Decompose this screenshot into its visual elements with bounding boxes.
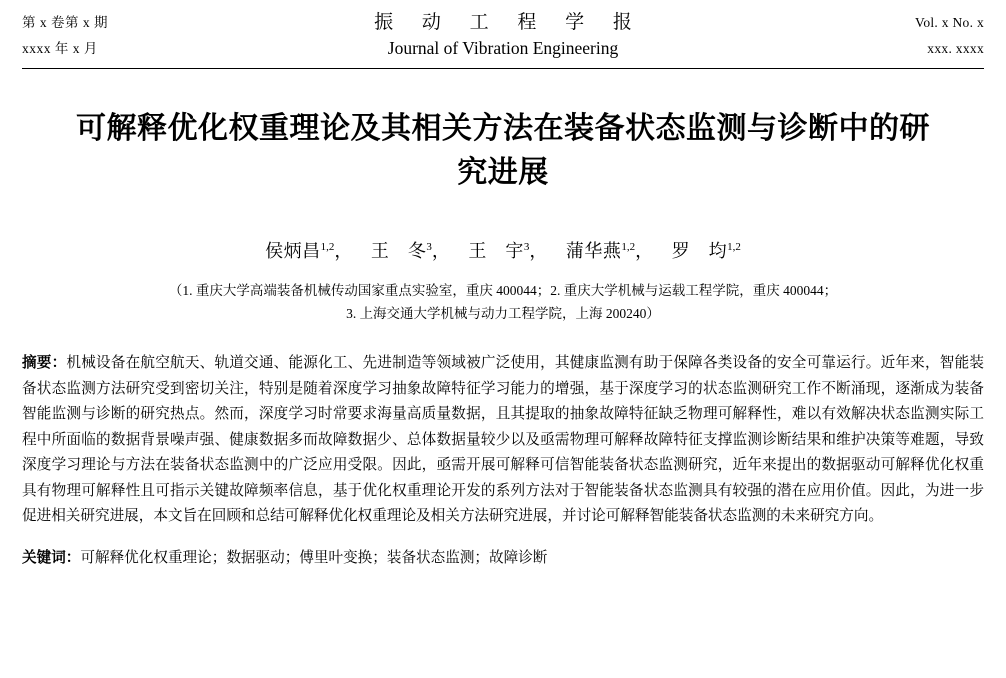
author-separator: ， <box>334 241 353 261</box>
page-title: 可解释优化权重理论及其相关方法在装备状态监测与诊断中的研究进展 <box>76 112 930 189</box>
affiliation-line: 3. 上海交通大学机械与动力工程学院，上海 200240） <box>346 306 660 321</box>
author <box>566 241 635 261</box>
abstract-section <box>22 351 984 530</box>
author-name: 王 宇 <box>468 241 524 261</box>
author <box>468 241 529 261</box>
keywords-text: 可解释优化权重理论；数据驱动；傅里叶变换；装备状态监测；故障诊断 <box>80 549 548 566</box>
affiliation-line: （1. 重庆大学高端装备机械传动国家重点实验室，重庆 400044；2. 重庆大学机械与运载工程学院，重庆 400044； <box>168 283 838 298</box>
running-head <box>22 0 984 62</box>
author-name: 罗 均 <box>671 241 728 261</box>
author-affiliation-marker: 3 <box>523 241 530 253</box>
publication-date-en: xxx. xxxx <box>927 41 984 56</box>
masthead-right <box>794 10 984 62</box>
keywords-label: 关键词： <box>22 549 81 566</box>
header-divider <box>22 68 984 69</box>
author-affiliation-marker: 1,2 <box>621 241 636 253</box>
abstract-text: 机械设备在航空航天、轨道交通、能源化工、先进制造等领域被广泛使用，其健康监测有助于保障各类设备的安全可靠运行。近年来，智能装备状态监测方法研究受到密切关注，特别是随着深度学习抽象故障特征学习能力的增强，基于深度学习的状态监测研究工作不断涌现，逐渐成为装备智能监测与诊断的研究热点。然而，深度学习时常要求海量高质量数据，且其提取的抽象故障特征缺乏物理可解释性，难以有效解决状态监测实际工程中所面临的数据背景噪声强、健康数据多而故障数据少、总体数据量较少以及亟需物理可解释故障特征支撑监测诊断结果和维护决策等难题，导致深度学习理论与方法在装备状态监测中的广泛应用受限。因此，亟需开展可解释可信智能装备状态监测研究，近年来提出的数据驱动可解释优化权重具有物理可解释性且可指示关键故障频率信息，基于优化权重理论开发的系列方法对于智能装备状态监测具有较强的潜在应用价值。因此，为进一步促进相关研究进展，本文旨在回顾和总结可解释优化权重理论及相关方法研究进展，并讨论可解释智能装备状态监测的未来研究方向。 <box>22 355 984 524</box>
author-separator: ， <box>529 241 548 261</box>
masthead-center <box>212 10 794 60</box>
abstract-label: 摘要： <box>22 355 67 371</box>
author-list <box>22 233 984 265</box>
author-affiliation-marker: 1,2 <box>320 241 335 253</box>
author-name: 王 冬 <box>370 241 427 261</box>
keywords-section <box>22 546 984 571</box>
affiliation-list <box>22 279 984 325</box>
author <box>265 241 334 261</box>
journal-title-cn: 振 动 工 程 学 报 <box>374 12 644 33</box>
publication-date: xxxx 年 x 月 <box>22 41 98 56</box>
masthead-left <box>22 10 212 62</box>
author-separator: ， <box>431 241 451 261</box>
author-name: 蒲华燕 <box>565 241 622 261</box>
author-name: 侯炳昌 <box>265 241 321 261</box>
author-affiliation-marker: 3 <box>426 241 432 253</box>
volume-number-en: Vol. x No. x <box>915 15 984 30</box>
journal-title-en: Journal of Vibration Engineering <box>387 38 619 58</box>
author-separator: ， <box>635 241 654 261</box>
author <box>672 241 741 261</box>
author <box>371 241 432 261</box>
author-affiliation-marker: 1,2 <box>727 241 741 253</box>
volume-issue: 第 x 卷第 x 期 <box>22 15 108 30</box>
